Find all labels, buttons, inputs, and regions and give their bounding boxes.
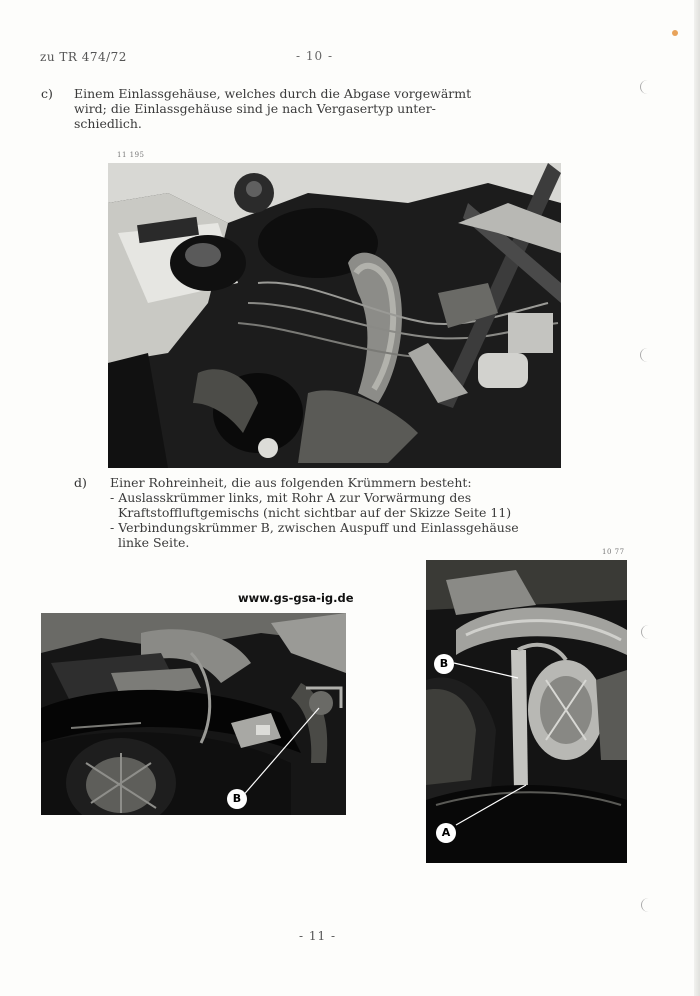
punch-hole-mark [640,348,655,362]
item-d-line-4: - Verbindungskrümmer B, zwischen Auspuff und Einlassgehäuse [110,520,519,535]
engine-photo-bottom-right-image [426,560,627,863]
photo-3-number: 10 77 [602,548,625,556]
item-c-label: c) [41,86,53,101]
punch-hole-mark [641,625,656,639]
website-label: www.gs-gsa-ig.de [238,591,354,605]
engine-photo-bottom-left-image [41,613,346,815]
engine-photo-top-image [108,163,561,468]
callout-b-right: B [434,654,454,674]
item-c-text [74,86,471,131]
page-marker-bottom: - 11 - [299,929,337,943]
item-d-text [110,475,519,550]
paper-edge [694,0,700,996]
document-reference: zu TR 474/72 [40,50,127,64]
engine-photo-bottom-right [426,560,627,863]
item-d-line-2: - Auslasskrümmer links, mit Rohr A zur Vorwärmung des [110,490,472,505]
callout-b-left: B [227,789,247,809]
item-c-line-2: wird; die Einlassgehäuse sind je nach Vergasertyp unter- [74,101,436,116]
item-d-line-5: linke Seite. [118,535,190,550]
item-c-line-1: Einem Einlassgehäuse, welches durch die Abgase vorgewärmt [74,86,472,101]
photo-1-number: 11 195 [117,151,145,159]
punch-hole-mark [641,898,656,912]
item-d-line-1: Einer Rohreinheit, die aus folgenden Krümmern besteht: [110,475,472,490]
punch-hole-mark [640,80,655,94]
callout-a-right: A [436,823,456,843]
engine-photo-top [108,163,561,468]
orange-dot-mark [672,30,678,36]
page-marker-top: - 10 - [296,49,334,63]
item-d-label: d) [74,475,87,490]
item-c-line-3: schiedlich. [74,116,142,131]
item-d-line-3: Kraftstoffluftgemischs (nicht sichtbar auf der Skizze Seite 11) [118,505,512,520]
engine-photo-bottom-left [41,613,346,815]
